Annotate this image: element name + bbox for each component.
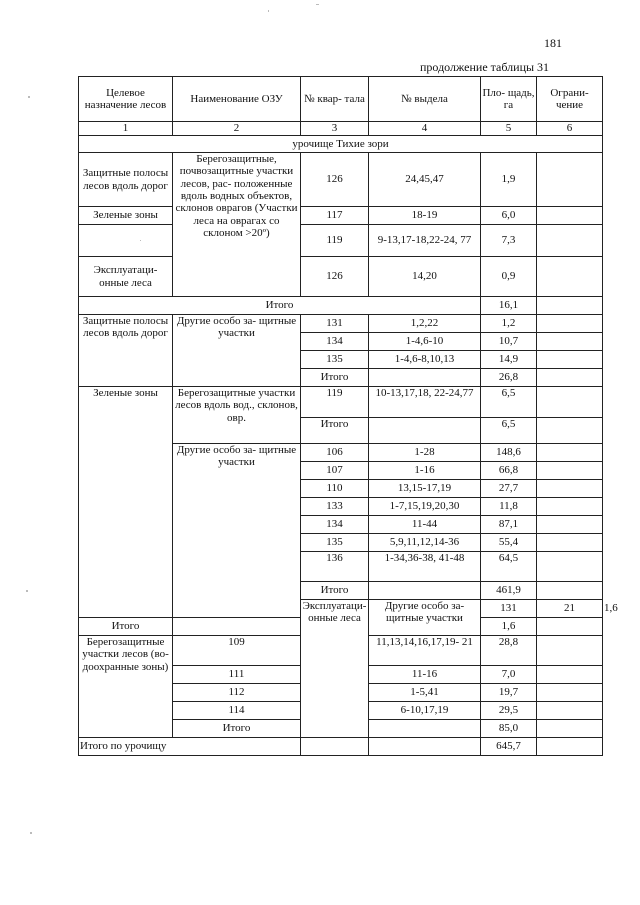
quarter-cell: 126 — [301, 257, 369, 297]
restriction-cell — [537, 257, 603, 297]
quarter-cell: 114 — [173, 702, 301, 720]
purpose-cell: Защитные полосы лесов вдоль дорог — [79, 153, 173, 207]
column-number-row — [79, 122, 603, 136]
allotment-cell — [369, 418, 481, 444]
allotment-cell — [369, 582, 481, 600]
allotment-cell: 11-44 — [369, 516, 481, 534]
header-ozu-name: Наименование ОЗУ — [173, 77, 301, 122]
quarter-cell: 134 — [301, 333, 369, 351]
restriction-cell — [537, 720, 603, 738]
restriction-cell — [537, 444, 603, 462]
area-cell: 66,8 — [481, 462, 537, 480]
area-cell: 14,9 — [481, 351, 537, 369]
purpose-cell: Защитные полосы лесов вдоль дорог — [79, 315, 173, 387]
restriction-cell — [537, 418, 603, 444]
grand-total-label: Итого по урочищу — [79, 738, 301, 756]
restriction-cell — [537, 636, 603, 666]
allotment-cell: 13,15-17,19 — [369, 480, 481, 498]
restriction-cell — [537, 684, 603, 702]
table-row — [79, 153, 603, 207]
allotment-cell — [369, 369, 481, 387]
ozu-cell: Берегозащитные, почвозащитные участки лесов, рас- положенные вдоль водных объектов, склонов оврагов (Участки леса на оврагах со склоном >20º) — [173, 153, 301, 297]
col-number: 3 — [301, 122, 369, 136]
table-row — [79, 387, 603, 418]
purpose-cell: Зеленые зоны — [79, 207, 173, 225]
total-area: 26,8 — [481, 369, 537, 387]
area-cell: 19,7 — [481, 684, 537, 702]
total-row — [79, 297, 603, 315]
total-area: 85,0 — [481, 720, 537, 738]
area-cell: 64,5 — [481, 552, 537, 582]
quarter-cell — [301, 738, 369, 756]
ozu-cell: Другие особо за- щитные участки — [173, 444, 301, 618]
section-title: урочище Тихие зори — [79, 136, 603, 153]
restriction-cell — [537, 666, 603, 684]
table-row — [79, 207, 603, 225]
total-label: Итого — [79, 618, 173, 636]
total-label: Итого — [173, 720, 301, 738]
allotment-cell: 9-13,17-18,22-24, 77 — [369, 225, 481, 257]
allotment-cell: 11-16 — [369, 666, 481, 684]
allotment-cell: 1-4,6-8,10,13 — [369, 351, 481, 369]
restriction-cell — [537, 225, 603, 257]
area-cell: 55,4 — [481, 534, 537, 552]
area-cell: 29,5 — [481, 702, 537, 720]
allotment-cell: 1,2,22 — [369, 315, 481, 333]
allotment-cell: 1-34,36-38, 41-48 — [369, 552, 481, 582]
table-header-row — [79, 77, 603, 122]
area-cell: 7,0 — [481, 666, 537, 684]
allotment-cell — [369, 738, 481, 756]
purpose-cell: Эксплуатаци- онные леса — [79, 257, 173, 297]
allotment-cell: 24,45,47 — [369, 153, 481, 207]
quarter-cell: 107 — [301, 462, 369, 480]
table-row: Эксплуатаци- онные леса Другие особо за- щитные участки 131 21 1,6 — [79, 600, 603, 618]
allotment-cell: 5,9,11,12,14-36 — [369, 534, 481, 552]
purpose-cell — [79, 225, 173, 257]
restriction-cell — [537, 498, 603, 516]
header-restriction: Ограни- чение — [537, 77, 603, 122]
restriction-cell — [537, 315, 603, 333]
purpose-cell: Зеленые зоны — [79, 387, 173, 618]
allotment-cell: 21 — [537, 600, 603, 618]
scan-speck — [268, 10, 269, 12]
col-number: 5 — [481, 122, 537, 136]
restriction-cell — [537, 369, 603, 387]
area-cell: 87,1 — [481, 516, 537, 534]
quarter-cell: 112 — [173, 684, 301, 702]
scan-speck — [316, 4, 319, 5]
total-label: Итого — [301, 369, 369, 387]
restriction-cell — [537, 738, 603, 756]
restriction-cell — [537, 462, 603, 480]
col-number: 6 — [537, 122, 603, 136]
restriction-cell — [537, 534, 603, 552]
table-row — [79, 257, 603, 289]
quarter-cell: 131 — [481, 600, 537, 618]
header-quarter: № квар- тала — [301, 77, 369, 122]
area-cell: 28,8 — [481, 636, 537, 666]
header-area: Пло- щадь, га — [481, 77, 537, 122]
area-cell: 1,9 — [481, 153, 537, 207]
restriction-cell — [537, 153, 603, 207]
restriction-cell — [537, 552, 603, 582]
ozu-cell: Другие особо за- щитные участки — [369, 600, 481, 636]
quarter-cell: 119 — [301, 225, 369, 257]
total-area: 6,5 — [481, 418, 537, 444]
total-area: 16,1 — [481, 297, 537, 315]
area-cell: 11,8 — [481, 498, 537, 516]
allotment-cell: 1-28 — [369, 444, 481, 462]
quarter-cell: 117 — [301, 207, 369, 225]
total-label: Итого — [301, 582, 369, 600]
restriction-cell — [537, 387, 603, 418]
area-cell: 6,5 — [481, 387, 537, 418]
area-cell: 6,0 — [481, 207, 537, 225]
restriction-cell — [537, 702, 603, 720]
header-allotment: № выдела — [369, 77, 481, 122]
table-row — [79, 225, 603, 257]
restriction-cell — [537, 207, 603, 225]
quarter-cell: 135 — [301, 534, 369, 552]
grand-total-row — [79, 738, 603, 756]
table-continuation-caption: продолжение таблицы 31 — [420, 60, 550, 74]
area-cell: 10,7 — [481, 333, 537, 351]
total-area: 461,9 — [481, 582, 537, 600]
allotment-cell: 1-16 — [369, 462, 481, 480]
restriction-cell — [537, 351, 603, 369]
ozu-cell: Берегозащитные участки лесов вдоль вод., склонов, овр. — [173, 387, 301, 444]
col-number: 2 — [173, 122, 301, 136]
col-number: 4 — [369, 122, 481, 136]
quarter-cell: 135 — [301, 351, 369, 369]
allotment-cell — [369, 720, 481, 738]
ozu-cell: Берегозащитные участки лесов (во- доохранные зоны) — [79, 636, 173, 738]
area-cell: 0,9 — [481, 257, 537, 297]
restriction-cell — [537, 582, 603, 600]
quarter-cell: 136 — [301, 552, 369, 582]
area-cell: 27,7 — [481, 480, 537, 498]
section-title-row — [79, 136, 603, 153]
area-cell: 7,3 — [481, 225, 537, 257]
allotment-cell: 11,13,14,16,17,19- 21 — [369, 636, 481, 666]
allotment-cell: 14,20 — [369, 257, 481, 297]
allotment-cell — [173, 618, 301, 636]
area-cell: 1,2 — [481, 315, 537, 333]
allotment-cell: 1-7,15,19,20,30 — [369, 498, 481, 516]
quarter-cell: 110 — [301, 480, 369, 498]
quarter-cell: 133 — [301, 498, 369, 516]
allotment-cell: 18-19 — [369, 207, 481, 225]
col-number: 1 — [79, 122, 173, 136]
header-purpose: Целевое назначение лесов — [79, 77, 173, 122]
scan-speck — [140, 240, 141, 241]
allotment-cell: 1-5,41 — [369, 684, 481, 702]
scan-speck — [28, 96, 30, 98]
quarter-cell: 126 — [301, 153, 369, 207]
total-label: Итого — [301, 418, 369, 444]
area-cell: 148,6 — [481, 444, 537, 462]
grand-total-area: 645,7 — [481, 738, 537, 756]
allotment-cell: 1-4,6-10 — [369, 333, 481, 351]
restriction-cell — [537, 297, 603, 315]
ozu-cell: Другие особо за- щитные участки — [173, 315, 301, 387]
restriction-cell — [537, 516, 603, 534]
page-number: 181 — [544, 36, 562, 50]
restriction-cell — [537, 333, 603, 351]
allotment-cell: 6-10,17,19 — [369, 702, 481, 720]
scan-speck — [26, 590, 28, 592]
table-row — [79, 315, 603, 333]
total-area: 1,6 — [481, 618, 537, 636]
quarter-cell: 106 — [301, 444, 369, 462]
quarter-cell: 119 — [301, 387, 369, 418]
quarter-cell: 131 — [301, 315, 369, 333]
allotment-cell: 10-13,17,18, 22-24,77 — [369, 387, 481, 418]
total-label: Итого — [79, 297, 481, 315]
purpose-cell: Эксплуатаци- онные леса — [301, 600, 369, 738]
restriction-cell — [537, 618, 603, 636]
quarter-cell: 134 — [301, 516, 369, 534]
quarter-cell: 109 — [173, 636, 301, 666]
restriction-cell — [537, 480, 603, 498]
quarter-cell: 111 — [173, 666, 301, 684]
forest-zones-table — [78, 76, 618, 756]
scan-speck — [30, 832, 32, 834]
